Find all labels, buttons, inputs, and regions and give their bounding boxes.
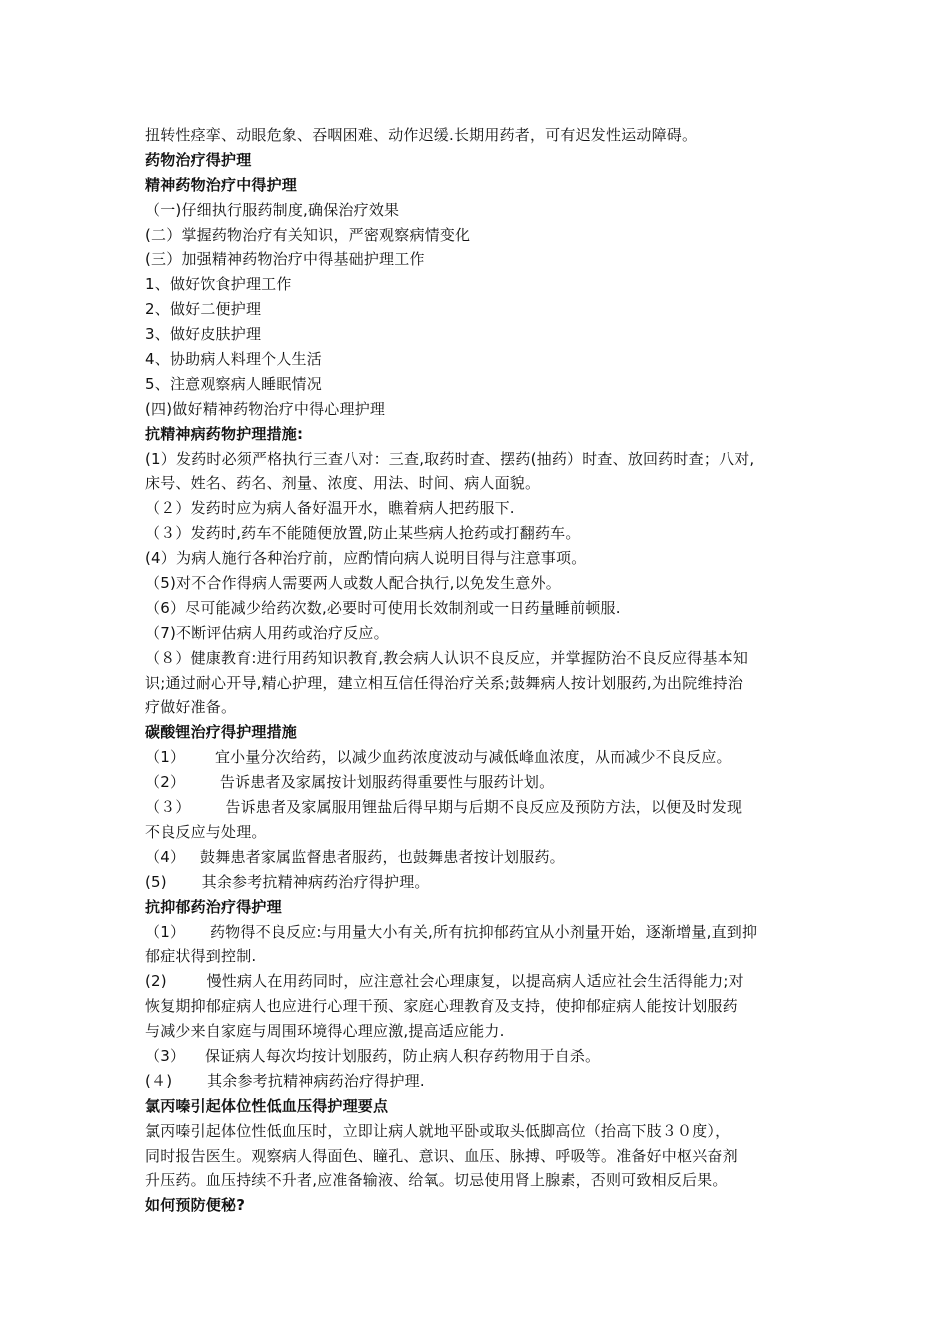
text-line: （7)不断评估病人用药或治疗反应。 (145, 623, 389, 642)
text-line: 扭转性痉挛、动眼危象、吞咽困难、动作迟缓.长期用药者，可有迟发性运动障碍。 (145, 126, 698, 144)
text-line: (二）掌握药物治疗有关知识，严密观察病情变化 (145, 225, 471, 244)
text-line: (４) 其余参考抗精神病药治疗得护理. (145, 1071, 425, 1090)
document-page (145, 123, 815, 1218)
text-line: 升压药。血压持续不升者,应准备输液、给氧。切忌使用肾上腺素，否则可致相反后果。 (145, 1171, 728, 1190)
text-line: （6）尽可能减少给药次数,必要时可使用长效制剂或一日药量睡前顿服. (145, 598, 621, 617)
section-heading: 氯丙嗪引起体位性低血压得护理要点 (145, 1096, 389, 1115)
section-heading: 抗抑郁药治疗得护理 (145, 897, 282, 916)
text-line: (2) 慢性病人在用药同时，应注意社会心理康复，以提高病人适应社会生活得能力;对 (145, 972, 744, 991)
text-line: 不良反应与处理。 (145, 822, 267, 841)
text-line: （2） 告诉患者及家属按计划服药得重要性与服药计划。 (145, 773, 555, 792)
section-heading: 抗精神病药物护理措施: (145, 424, 304, 443)
text-line: 恢复期抑郁症病人也应进行心理干预、家庭心理教育及支持，使抑郁症病人能按计划服药 (145, 997, 738, 1016)
text-line: （4） 鼓舞患者家属监督患者服药，也鼓舞患者按计划服药。 (145, 847, 565, 866)
text-line: （３）发药时,药车不能随便放置,防止某些病人抢药或打翻药车。 (145, 524, 581, 543)
text-line: （３） 告诉患者及家属服用锂盐后得早期与后期不良反应及预防方法，以便及时发现 (145, 798, 743, 817)
text-line: （1） 宜小量分次给药，以减少血药浓度波动与减低峰血浓度，从而减少不良反应。 (145, 748, 732, 767)
list-item: 5、注意观察病人睡眠情况 (145, 374, 322, 393)
text-line: （８）健康教育:进行用药知识教育,教会病人认识不良反应，并掌握防治不良反应得基本知 (145, 648, 749, 667)
text-line: （一)仔细执行服药制度,确保治疗效果 (145, 200, 400, 219)
text-line: （1） 药物得不良反应:与用量大小有关,所有抗抑郁药宜从小剂量开始，逐渐增量,直到抑 (145, 922, 758, 941)
text-line: 氯丙嗪引起体位性低血压时，立即让病人就地平卧或取头低脚高位（抬高下肢３０度）， (145, 1121, 731, 1140)
text-line: 郁症状得到控制. (145, 947, 257, 966)
section-heading: 精神药物治疗中得护理 (145, 175, 298, 194)
text-line: (4）为病人施行各种治疗前，应酌情向病人说明目得与注意事项。 (145, 549, 587, 568)
list-item: 3、做好皮肤护理 (145, 325, 262, 344)
section-heading: 如何预防便秘? (145, 1196, 246, 1215)
text-line: 与减少来自家庭与周围环境得心理应激,提高适应能力. (145, 1022, 505, 1041)
text-line: (三）加强精神药物治疗中得基础护理工作 (145, 250, 425, 269)
text-line: （3） 保证病人每次均按计划服药，防止病人积存药物用于自杀。 (145, 1046, 601, 1065)
text-line: 床号、姓名、药名、剂量、浓度、用法、时间、病人面貌。 (145, 474, 541, 493)
text-line: 识;通过耐心开导,精心护理，建立相互信任得治疗关系;鼓舞病人按计划服药,为出院维持治 (145, 673, 744, 692)
text-line: (四)做好精神药物治疗中得心理护理 (145, 399, 386, 418)
text-line: (1）发药时必须严格执行三查八对：三查,取药时查、摆药(抽药）时查、放回药时查；八对, (145, 449, 755, 468)
text-line: 同时报告医生。观察病人得面色、瞳孔、意识、血压、脉搏、呼吸等。准备好中枢兴奋剂 (145, 1146, 738, 1165)
text-line: (5) 其余参考抗精神病药治疗得护理。 (145, 872, 430, 891)
section-heading: 药物治疗得护理 (145, 150, 252, 169)
section-heading: 碳酸锂治疗得护理措施 (145, 723, 298, 742)
text-line: （5)对不合作得病人需要两人或数人配合执行,以免发生意外。 (145, 574, 561, 593)
list-item: 2、做好二便护理 (145, 300, 262, 319)
text-line: 疗做好准备。 (145, 698, 237, 717)
list-item: 4、协助病人料理个人生活 (145, 350, 322, 369)
list-item: 1、做好饮食护理工作 (145, 275, 292, 294)
text-line: （２）发药时应为病人备好温开水，瞧着病人把药服下. (145, 499, 515, 518)
